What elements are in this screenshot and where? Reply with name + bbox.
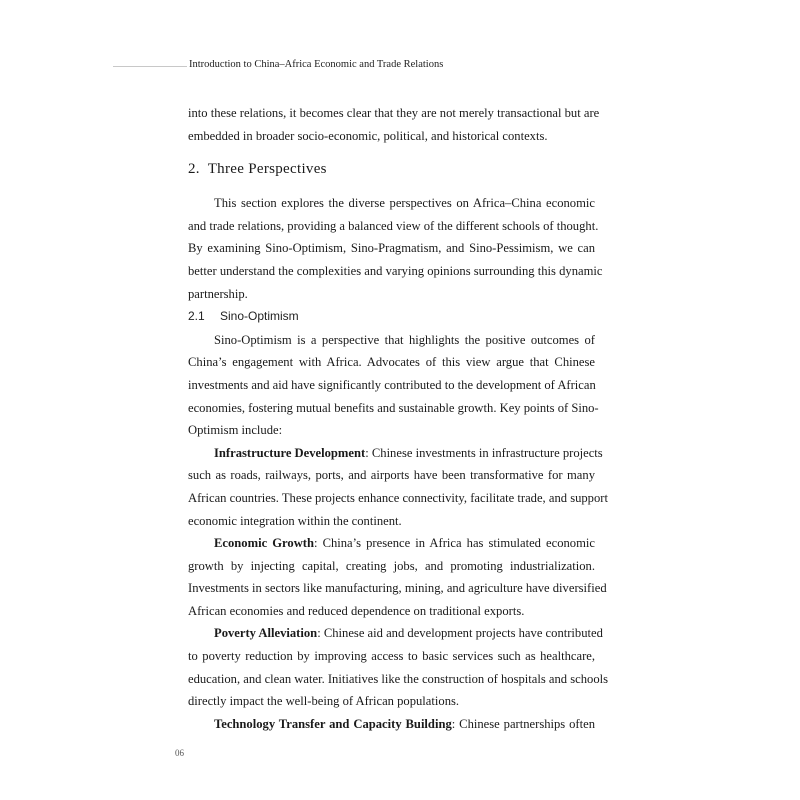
key-point — [188, 622, 609, 712]
key-points — [188, 442, 609, 736]
text-line — [188, 713, 595, 736]
key-point — [188, 442, 608, 532]
section-heading — [188, 155, 595, 183]
key-point — [188, 532, 607, 622]
section-paragraph — [188, 192, 603, 305]
text-line: education, and clean water. Initiatives like the construction of hospitals and schools — [188, 671, 609, 686]
text-line: African economies and reduced dependence on traditional exports. — [188, 603, 525, 618]
point-lead: Poverty Alleviation — [214, 626, 318, 641]
point-text: : Chinese partnerships often — [451, 716, 596, 731]
section-number: 2. — [188, 161, 200, 178]
text-line: such as roads, railways, ports, and airports have been transformative for many — [188, 468, 595, 483]
text-line: and trade relations, providing a balanced view of the different schools of thought. — [188, 218, 599, 233]
text-line: partnership. — [188, 286, 248, 301]
header-rule — [113, 66, 187, 67]
running-header: Introduction to China–Africa Economic and Trade Relations — [189, 59, 444, 70]
subsection-heading — [188, 305, 595, 328]
point-lead: Technology Transfer and Capacity Building — [214, 716, 452, 731]
text-line: African countries. These projects enhance connectivity, facilitate trade, and support — [188, 490, 608, 505]
page-body — [188, 102, 609, 735]
text-line: better understand the complexities and varying opinions surrounding this dynamic — [188, 263, 603, 278]
point-text: : Chinese aid and development projects have contributed — [317, 626, 603, 641]
key-point — [188, 713, 595, 736]
text-line: Sino-Optimism is a perspective that highlights the positive outcomes of — [214, 332, 595, 347]
text-line: growth by injecting capital, creating jobs, and promoting industrialization. — [188, 558, 595, 573]
point-lead: Economic Growth — [214, 536, 314, 551]
text-line — [188, 532, 595, 555]
text-line: Investments in sectors like manufacturing, mining, and agriculture have diversified — [188, 581, 607, 596]
text-line — [188, 442, 603, 465]
text-line: China’s engagement with Africa. Advocates of this view argue that Chinese — [188, 355, 595, 370]
text-line: into these relations, it becomes clear that they are not merely transactional but are — [188, 106, 600, 120]
text-line: embedded in broader socio-economic, political, and historical contexts. — [188, 128, 548, 143]
page-number: 06 — [175, 748, 184, 758]
section-title: Three Perspectives — [207, 161, 327, 178]
text-line: Optimism include: — [188, 423, 283, 438]
text-line: investments and aid have significantly contributed to the development of African — [188, 377, 596, 392]
text-line: to poverty reduction by improving access to basic services such as healthcare, — [188, 649, 595, 664]
point-lead: Infrastructure Development — [214, 445, 366, 460]
point-text: : Chinese investments in infrastructure projects — [365, 445, 603, 460]
subsection-number: 2.1 — [188, 309, 205, 324]
text-line: economic integration within the continent. — [188, 513, 402, 528]
text-line — [188, 622, 603, 645]
subsection-title: Sino-Optimism — [220, 309, 299, 324]
subsection-paragraph — [188, 329, 599, 442]
text-line: This section explores the diverse perspectives on Africa–China economic — [214, 196, 595, 211]
point-text: : China’s presence in Africa has stimulated economic — [314, 536, 595, 551]
text-line: economies, fostering mutual benefits and sustainable growth. Key points of Sino- — [188, 400, 599, 415]
text-line: By examining Sino-Optimism, Sino-Pragmatism, and Sino-Pessimism, we can — [188, 241, 595, 256]
text-line: directly impact the well-being of African populations. — [188, 694, 460, 709]
